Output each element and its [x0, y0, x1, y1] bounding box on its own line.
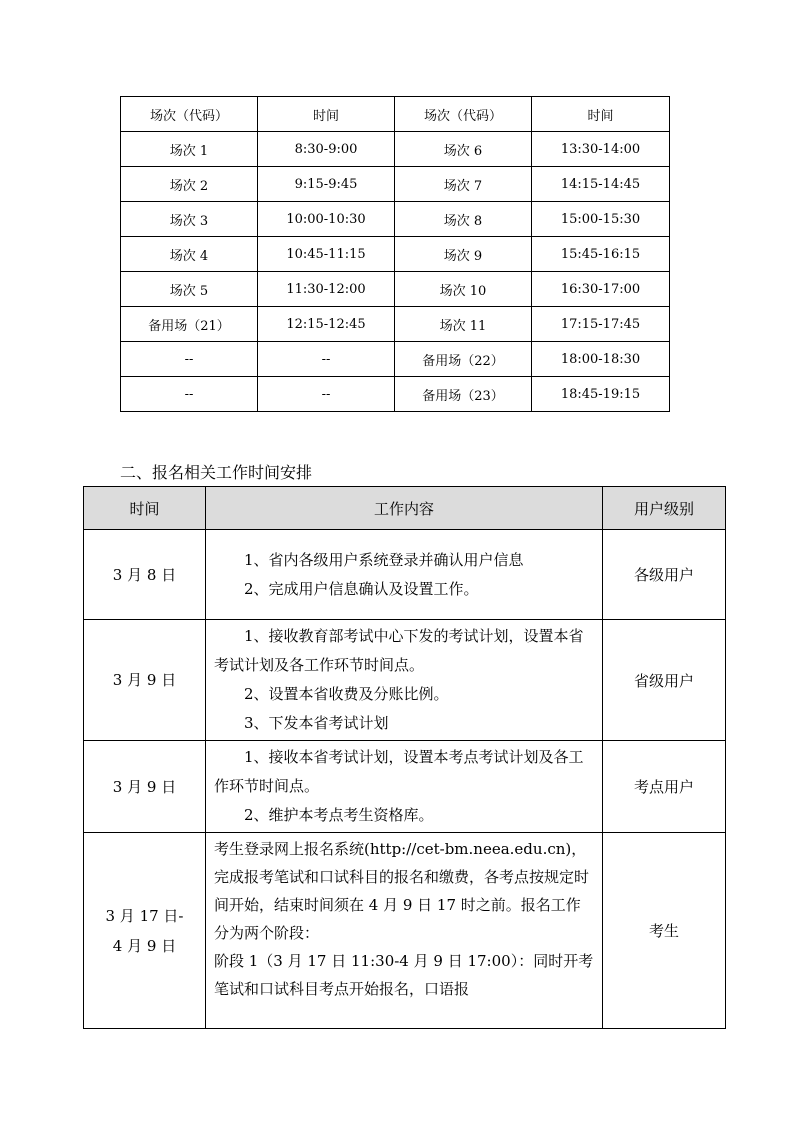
table-row — [121, 272, 670, 307]
schedule-table — [83, 486, 726, 1029]
session-code: 备用场（22） — [395, 342, 532, 377]
date-text: 4 月 9 日 — [112, 936, 177, 955]
session-code: 场次 5 — [121, 272, 258, 307]
user-level: 考点用户 — [603, 741, 726, 833]
content-paragraph: 阶段 1（3 月 17 日 11:30-4 月 9 日 17:00）：同时开考笔试和口试科目考点开始报名，口语报 — [214, 952, 594, 998]
session-code: 场次 10 — [395, 272, 532, 307]
session-code: 场次 11 — [395, 307, 532, 342]
content-paragraph: 1、接收本省考试计划，设置本考点考试计划及各工作环节时间点。 — [214, 748, 584, 795]
session-table — [120, 96, 670, 412]
content-paragraph: 2、完成用户信息确认及设置工作。 — [244, 579, 479, 598]
session-code: -- — [121, 377, 258, 412]
header-cell: 时间 — [532, 97, 670, 132]
table-row — [121, 377, 670, 412]
session-time: 12:15-12:45 — [258, 307, 395, 342]
content-cell — [206, 833, 603, 1029]
session-code: 场次 4 — [121, 237, 258, 272]
session-table-header-row — [121, 97, 670, 132]
header-cell: 场次（代码） — [121, 97, 258, 132]
session-time: 15:00-15:30 — [532, 202, 670, 237]
session-time: 15:45-16:15 — [532, 237, 670, 272]
content-paragraph: 2、维护本考点考生资格库。 — [244, 806, 434, 824]
user-level: 各级用户 — [603, 530, 726, 620]
session-time: 13:30-14:00 — [532, 132, 670, 167]
session-code: 场次 3 — [121, 202, 258, 237]
session-code: 场次 7 — [395, 167, 532, 202]
session-time: 18:45-19:15 — [532, 377, 670, 412]
table-row — [121, 237, 670, 272]
date-cell — [84, 530, 206, 620]
header-cell: 时间 — [258, 97, 395, 132]
table-row — [121, 202, 670, 237]
content-paragraph: 3、下发本省考试计划 — [244, 714, 389, 732]
date-text: 3 月 8 日 — [112, 565, 177, 584]
content-cell — [206, 620, 603, 741]
content-paragraph: 考生登录网上报名系统(http://cet-bm.neea.edu.cn)，完成报考笔试和口试科目的报名和缴费，各考点按规定时间开始，结束时间须在 4 月 9 日 17 时之前。报名工作分为两个阶段： — [214, 840, 590, 942]
content-paragraph: 2、设置本省收费及分账比例。 — [244, 685, 449, 703]
session-time: 17:15-17:45 — [532, 307, 670, 342]
date-cell — [84, 741, 206, 833]
header-cell: 用户级别 — [603, 487, 726, 530]
table-row — [121, 342, 670, 377]
header-cell: 工作内容 — [206, 487, 603, 530]
table-row — [84, 530, 726, 620]
table-row — [84, 620, 726, 741]
content-cell — [206, 741, 603, 833]
session-code: 场次 8 — [395, 202, 532, 237]
session-time: 16:30-17:00 — [532, 272, 670, 307]
user-level: 省级用户 — [603, 620, 726, 741]
session-time: 18:00-18:30 — [532, 342, 670, 377]
table-row — [121, 132, 670, 167]
session-code: 备用场（23） — [395, 377, 532, 412]
table-row — [121, 307, 670, 342]
date-text: 3 月 9 日 — [112, 671, 177, 689]
content-paragraph: 1、省内各级用户系统登录并确认用户信息 — [244, 550, 524, 569]
session-code: 场次 6 — [395, 132, 532, 167]
schedule-table-header-row — [84, 487, 726, 530]
session-time: 10:00-10:30 — [258, 202, 395, 237]
session-time: -- — [258, 342, 395, 377]
session-time: 14:15-14:45 — [532, 167, 670, 202]
session-code: 备用场（21） — [121, 307, 258, 342]
header-cell: 时间 — [84, 487, 206, 530]
session-code: -- — [121, 342, 258, 377]
session-time: 11:30-12:00 — [258, 272, 395, 307]
table-row — [84, 741, 726, 833]
date-text: 3 月 17 日- — [105, 906, 184, 925]
session-time: -- — [258, 377, 395, 412]
user-level: 考生 — [603, 833, 726, 1029]
date-text: 3 月 9 日 — [112, 777, 177, 796]
table-row — [121, 167, 670, 202]
date-cell — [84, 833, 206, 1029]
session-code: 场次 9 — [395, 237, 532, 272]
session-time: 8:30-9:00 — [258, 132, 395, 167]
content-paragraph: 1、接收教育部考试中心下发的考试计划，设置本省考试计划及各工作环节时间点。 — [214, 627, 584, 674]
table-row — [84, 833, 726, 1029]
session-code: 场次 2 — [121, 167, 258, 202]
header-cell: 场次（代码） — [395, 97, 532, 132]
date-cell — [84, 620, 206, 741]
session-code: 场次 1 — [121, 132, 258, 167]
section-heading: 二、报名相关工作时间安排 — [120, 463, 313, 482]
session-time: 10:45-11:15 — [258, 237, 395, 272]
content-cell — [206, 530, 603, 620]
session-time: 9:15-9:45 — [258, 167, 395, 202]
